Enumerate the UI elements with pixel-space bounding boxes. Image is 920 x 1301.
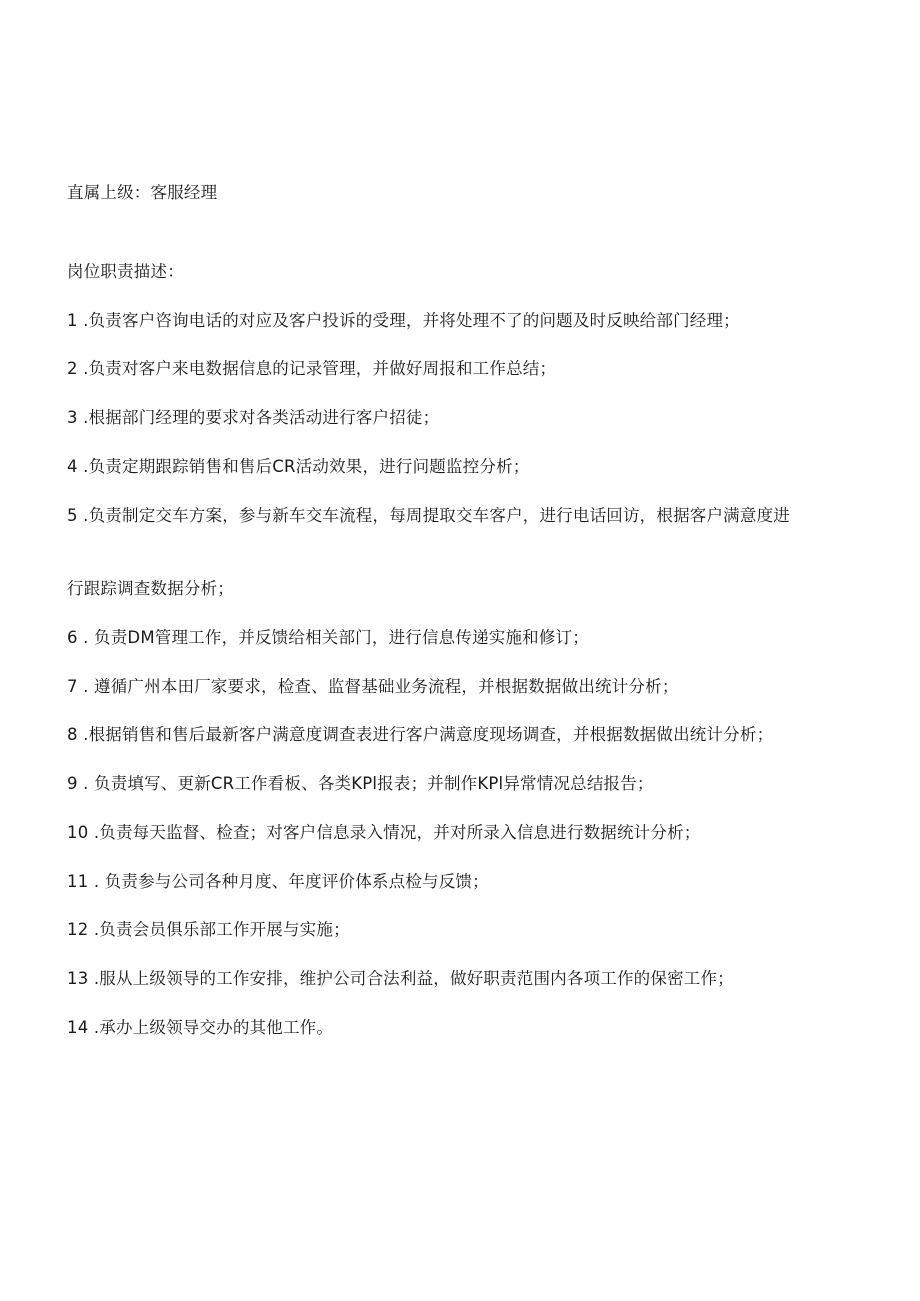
duty-item-1: 1 .负责客户咨询电话的对应及客户投诉的受理，并将处理不了的问题及时反映给部门经理； — [67, 311, 740, 330]
duty-item-7: 7 . 遵循广州本田厂家要求，检查、监督基础业务流程，并根据数据做出统计分析； — [67, 677, 679, 696]
duty-item-11: 11 . 负责参与公司各种月度、年度评价体系点检与反馈； — [67, 872, 489, 891]
duty-item-4: 4 .负责定期跟踪销售和售后CR活动效果，进行问题监控分析； — [67, 457, 530, 476]
duty-item-2: 2 .负责对客户来电数据信息的记录管理，并做好周报和工作总结； — [67, 359, 557, 378]
duty-item-13: 13 .服从上级领导的工作安排，维护公司合法利益，做好职责范围内各项工作的保密工作； — [67, 969, 734, 988]
duty-item-12: 12 .负责会员俱乐部工作开展与实施； — [67, 920, 350, 939]
duty-item-8: 8 .根据销售和售后最新客户满意度调查表进行客户满意度现场调查，并根据数据做出统计分析； — [67, 725, 774, 744]
duty-item-9: 9 . 负责填写、更新CR工作看板、各类KPl报表；并制作KPl异常情况总结报告； — [67, 774, 654, 793]
duty-item-10: 10 .负责每天监督、检查；对客户信息录入情况，并对所录入信息进行数据统计分析； — [67, 823, 701, 842]
duty-item-5-continued: 行跟踪调查数据分析； — [67, 579, 234, 598]
duty-item-14: 14 .承办上级领导交办的其他工作。 — [67, 1018, 334, 1037]
duty-item-6: 6 . 负责DM管理工作，并反馈给相关部门，进行信息传递实施和修订； — [67, 628, 589, 647]
duty-item-3: 3 .根据部门经理的要求对各类活动进行客户招徒； — [67, 408, 440, 427]
supervisor-line: 直属上级：客服经理 — [67, 183, 218, 202]
duties-heading: 岗位职责描述： — [67, 262, 184, 281]
duty-item-5: 5 .负责制定交车方案，参与新车交车流程，每周提取交车客户，进行电话回访，根据客户满意度进 — [67, 506, 790, 525]
